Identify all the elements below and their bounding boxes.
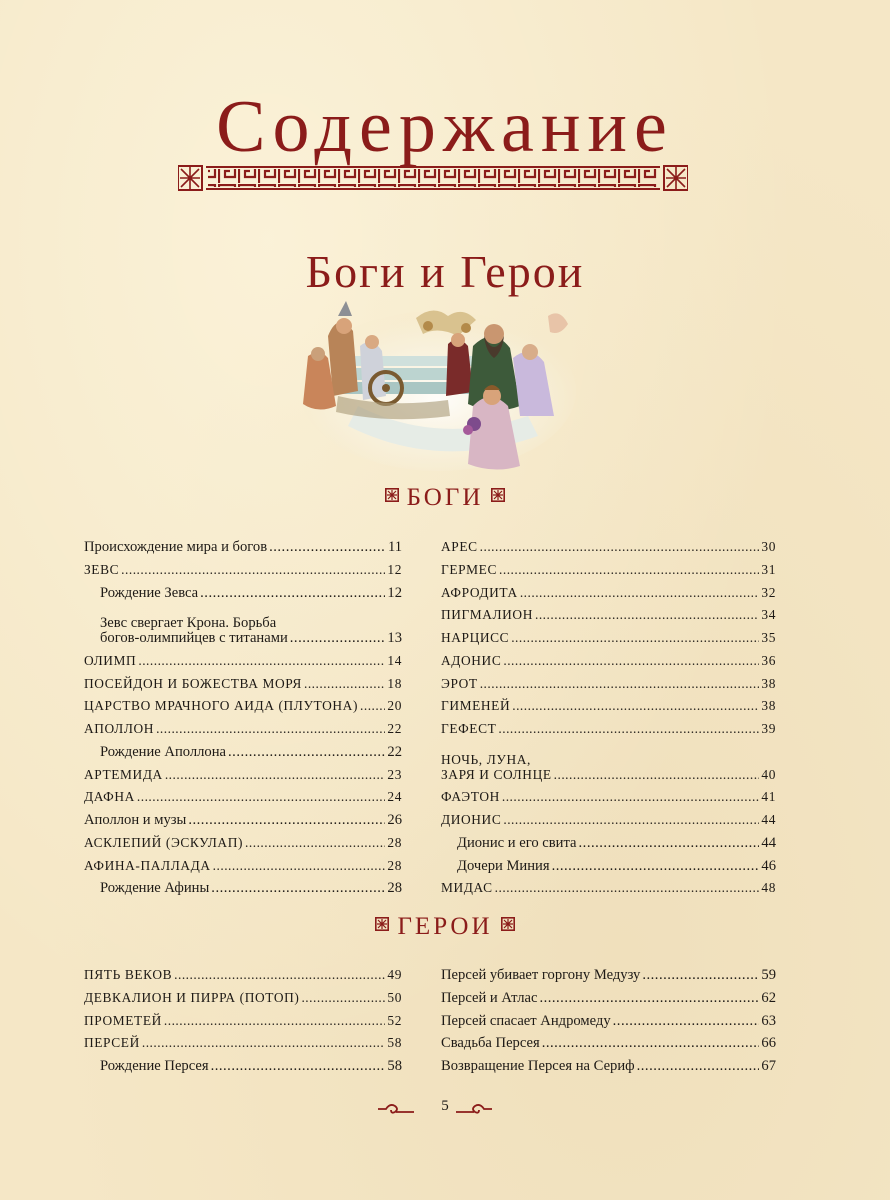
book-title: Боги и Герои — [305, 246, 585, 297]
toc-entry-title: ЗАРЯ И СОЛНЦЕ — [441, 766, 552, 782]
toc-entry-page: 67 — [761, 1058, 776, 1074]
toc-entry — [84, 650, 402, 673]
toc-column-gods-left — [84, 536, 402, 900]
toc-entry-title: Аполлон и музы — [84, 812, 187, 828]
toc-leader-dots — [301, 987, 385, 1010]
toc-entry-title: АРТЕМИДА — [84, 766, 163, 782]
toc-entry-page: 38 — [761, 675, 776, 691]
toc-entry — [84, 764, 402, 787]
toc-leader-dots — [188, 809, 385, 832]
toc-entry — [441, 809, 776, 832]
toc-entry — [84, 786, 402, 809]
toc-entry — [84, 741, 402, 764]
toc-entry-title: Дионис и его свита — [457, 834, 577, 851]
toc-entry-title: ДЕВКАЛИОН И ПИРРА (ПОТОП) — [84, 989, 300, 1005]
toc-entry — [441, 718, 776, 741]
toc-entry — [441, 1055, 776, 1078]
toc-leader-dots — [156, 718, 385, 741]
toc-entry — [441, 1010, 776, 1033]
toc-entry — [84, 1032, 402, 1055]
toc-entry-page: 36 — [761, 652, 776, 668]
toc-entry-page: 63 — [761, 1012, 776, 1029]
toc-entry-title: ЭРОТ — [441, 675, 478, 691]
toc-entry-page: 12 — [387, 561, 402, 577]
toc-entry-title: ДАФНА — [84, 789, 135, 805]
toc-entry-page: 39 — [761, 721, 776, 736]
toc-entry-page: 28 — [387, 880, 402, 897]
toc-entry — [441, 877, 776, 900]
toc-leader-dots — [228, 741, 385, 764]
toc-entry-title: АФИНА-ПАЛЛАДА — [84, 857, 211, 873]
toc-entry-title: ГЕРМЕС — [441, 561, 497, 577]
toc-entry-title: Происхождение мира и богов — [84, 539, 268, 555]
section-heading-heroes — [0, 912, 890, 942]
toc-entry-title: Персей спасает Андромеду — [441, 1012, 611, 1029]
toc-entry — [441, 627, 776, 650]
toc-entry-title: АПОЛЛОН — [84, 721, 155, 736]
toc-leader-dots — [495, 877, 760, 900]
toc-entry-page: 58 — [387, 1058, 402, 1074]
toc-leader-dots — [142, 1032, 386, 1055]
toc-entry-page: 11 — [387, 539, 402, 555]
toc-column-heroes-left — [84, 964, 402, 1078]
section-ornament-box-icon — [385, 488, 399, 502]
toc-leader-dots — [503, 650, 759, 673]
toc-entry — [441, 1032, 776, 1055]
toc-entry-title: ДИОНИС — [441, 812, 502, 827]
toc-entry-title: АРЕС — [441, 539, 478, 554]
toc-entry-page: 26 — [387, 812, 402, 828]
toc-entry-page: 66 — [761, 1035, 776, 1052]
toc-entry-title: НАРЦИСС — [441, 630, 510, 645]
wave-ornament-right-icon — [454, 1100, 494, 1116]
section-ornament-box-icon — [375, 917, 389, 931]
toc-entry — [84, 536, 402, 559]
toc-entry-page: 38 — [761, 698, 776, 714]
toc-leader-dots — [520, 582, 760, 605]
section-ornament-box-icon — [501, 917, 515, 931]
toc-entry — [84, 559, 402, 582]
toc-entry-page: 20 — [387, 698, 402, 714]
page-title: Содержание — [216, 86, 674, 168]
toc-entry-title: ПЕРСЕЙ — [84, 1035, 140, 1051]
toc-entry — [84, 877, 402, 900]
toc-leader-dots — [278, 604, 400, 627]
toc-entry-title: Свадьба Персея — [441, 1035, 540, 1052]
toc-entry-page: 18 — [387, 675, 402, 691]
toc-entry-page: 48 — [761, 880, 776, 896]
toc-leader-dots — [498, 718, 759, 741]
toc-entry — [441, 855, 776, 878]
toc-entry-title: Рождение Аполлона — [100, 743, 227, 760]
toc-leader-dots — [579, 832, 760, 855]
toc-entry-page: 49 — [387, 967, 402, 982]
toc-entry-page: 46 — [761, 857, 776, 874]
toc-entry — [441, 695, 776, 718]
toc-leader-dots — [137, 786, 386, 809]
toc-leader-dots — [637, 1055, 760, 1078]
toc-entry-title: АСКЛЕПИЙ (ЭСКУЛАП) — [84, 834, 244, 850]
toc-entry-title: ПРОМЕТЕЙ — [84, 1012, 162, 1028]
toc-leader-dots — [642, 964, 759, 987]
toc-entry — [84, 695, 402, 718]
toc-entry-page: 13 — [387, 630, 402, 646]
toc-entry — [441, 764, 776, 787]
toc-entry-page: 30 — [761, 539, 776, 554]
toc-leader-dots — [211, 877, 385, 900]
toc-entry — [441, 987, 776, 1010]
toc-entry-page: 23 — [387, 766, 402, 782]
toc-leader-dots — [511, 627, 759, 650]
toc-entry-page: 58 — [387, 1035, 402, 1051]
toc-entry — [441, 832, 776, 855]
toc-entry-title: Рождение Афины — [100, 880, 210, 897]
toc-leader-dots — [290, 627, 386, 650]
toc-leader-dots — [502, 786, 760, 809]
toc-entry-title: ФАЭТОН — [441, 789, 500, 805]
toc-entry-title: АДОНИС — [441, 652, 502, 668]
toc-entry — [84, 1010, 402, 1033]
toc-leader-dots — [269, 536, 386, 559]
toc-entry-page: 44 — [761, 812, 776, 827]
toc-entry-title: Рождение Персея — [100, 1058, 209, 1074]
toc-entry — [441, 582, 776, 605]
mythology-illustration — [298, 296, 576, 478]
toc-entry-page: 12 — [387, 584, 402, 601]
toc-column-gods-right — [441, 536, 776, 900]
toc-entry-page: 14 — [387, 652, 402, 668]
toc-entry-title: ОЛИМП — [84, 652, 137, 668]
toc-leader-dots — [245, 832, 385, 855]
toc-entry-page: 50 — [387, 989, 402, 1005]
toc-entry-title: ГЕФЕСТ — [441, 721, 497, 736]
toc-leader-dots — [200, 582, 385, 605]
toc-entry — [84, 582, 402, 605]
section-heading-heroes-label: ГЕРОИ — [397, 913, 493, 940]
toc-leader-dots — [480, 536, 760, 559]
toc-entry — [441, 786, 776, 809]
toc-leader-dots — [535, 604, 759, 627]
toc-leader-dots — [121, 559, 385, 582]
toc-entry-title: АФРОДИТА — [441, 584, 518, 600]
section-ornament-box-icon — [491, 488, 505, 502]
toc-entry — [84, 987, 402, 1010]
toc-column-heroes-right — [441, 964, 776, 1078]
toc-entry — [84, 855, 402, 878]
toc-entry-title: ПОСЕЙДОН И БОЖЕСТВА МОРЯ — [84, 675, 302, 691]
toc-entry-page: 24 — [387, 789, 402, 805]
toc-entry-title: ПЯТЬ ВЕКОВ — [84, 967, 173, 982]
toc-leader-dots — [613, 1010, 760, 1033]
toc-leader-dots — [499, 559, 759, 582]
toc-leader-dots — [512, 695, 759, 718]
toc-leader-dots — [360, 695, 385, 718]
toc-entry — [84, 809, 402, 832]
toc-entry — [84, 832, 402, 855]
toc-entry — [441, 673, 776, 696]
section-heading-gods — [0, 483, 890, 513]
toc-leader-dots — [552, 855, 760, 878]
toc-entry — [441, 559, 776, 582]
toc-entry — [84, 627, 402, 650]
meander-border — [178, 164, 688, 192]
toc-entry-page: 34 — [761, 607, 776, 623]
toc-entry-page: 22 — [387, 743, 402, 760]
toc-entry-page: 32 — [761, 584, 776, 600]
toc-entry — [441, 964, 776, 987]
toc-leader-dots — [174, 964, 385, 987]
toc-entry-title: Возвращение Персея на Сериф — [441, 1058, 635, 1074]
toc-entry — [441, 536, 776, 559]
toc-entry-title: МИДАС — [441, 880, 493, 896]
toc-leader-dots — [304, 673, 385, 696]
toc-entry — [441, 741, 776, 767]
toc-entry-page: 40 — [761, 766, 776, 782]
toc-entry-title: Дочери Миния — [457, 857, 550, 874]
toc-leader-dots — [480, 673, 760, 696]
toc-entry-page: 41 — [761, 789, 776, 805]
toc-entry-title: Зевс свергает Крона. Борьба — [100, 615, 277, 631]
toc-entry-page: 44 — [761, 834, 776, 851]
toc-entry-title: ЦАРСТВО МРАЧНОГО АИДА (ПЛУТОНА) — [84, 698, 359, 714]
toc-entry-title: НОЧЬ, ЛУНА, — [441, 751, 531, 767]
section-heading-gods-label: БОГИ — [406, 484, 484, 511]
toc-entry — [84, 964, 402, 987]
toc-entry — [84, 718, 402, 741]
toc-leader-dots — [542, 1032, 760, 1055]
toc-entry-title: Рождение Зевса — [100, 584, 199, 601]
toc-entry-title: Персей убивает горгону Медузу — [441, 967, 641, 983]
toc-entry-page: 31 — [761, 561, 776, 577]
toc-entry-title: богов-олимпийцев с титанами — [100, 630, 288, 646]
page-number: 5 — [441, 1098, 449, 1114]
toc-leader-dots — [165, 764, 386, 787]
toc-entry — [84, 604, 402, 631]
toc-entry-page: 28 — [387, 834, 402, 850]
toc-entry-title: Персей и Атлас — [441, 989, 538, 1006]
toc-entry-page: 28 — [387, 857, 402, 873]
toc-entry — [441, 604, 776, 627]
toc-leader-dots — [533, 741, 774, 764]
toc-entry-title: ГИМЕНЕЙ — [441, 698, 511, 714]
toc-entry-page: 22 — [387, 721, 402, 736]
toc-entry — [84, 673, 402, 696]
toc-leader-dots — [503, 809, 759, 832]
toc-leader-dots — [554, 764, 760, 787]
toc-leader-dots — [539, 987, 759, 1010]
toc-leader-dots — [211, 1055, 386, 1078]
toc-leader-dots — [164, 1010, 386, 1033]
toc-entry-title: ПИГМАЛИОН — [441, 607, 533, 623]
toc-entry-page: 62 — [761, 989, 776, 1006]
toc-entry-title: ЗЕВС — [84, 561, 120, 577]
toc-leader-dots — [213, 855, 386, 878]
toc-entry-page: 35 — [761, 630, 776, 645]
toc-entry — [441, 650, 776, 673]
toc-entry-page: 52 — [387, 1012, 402, 1028]
toc-leader-dots — [138, 650, 385, 673]
toc-entry-page: 59 — [761, 967, 776, 983]
toc-entry — [84, 1055, 402, 1078]
